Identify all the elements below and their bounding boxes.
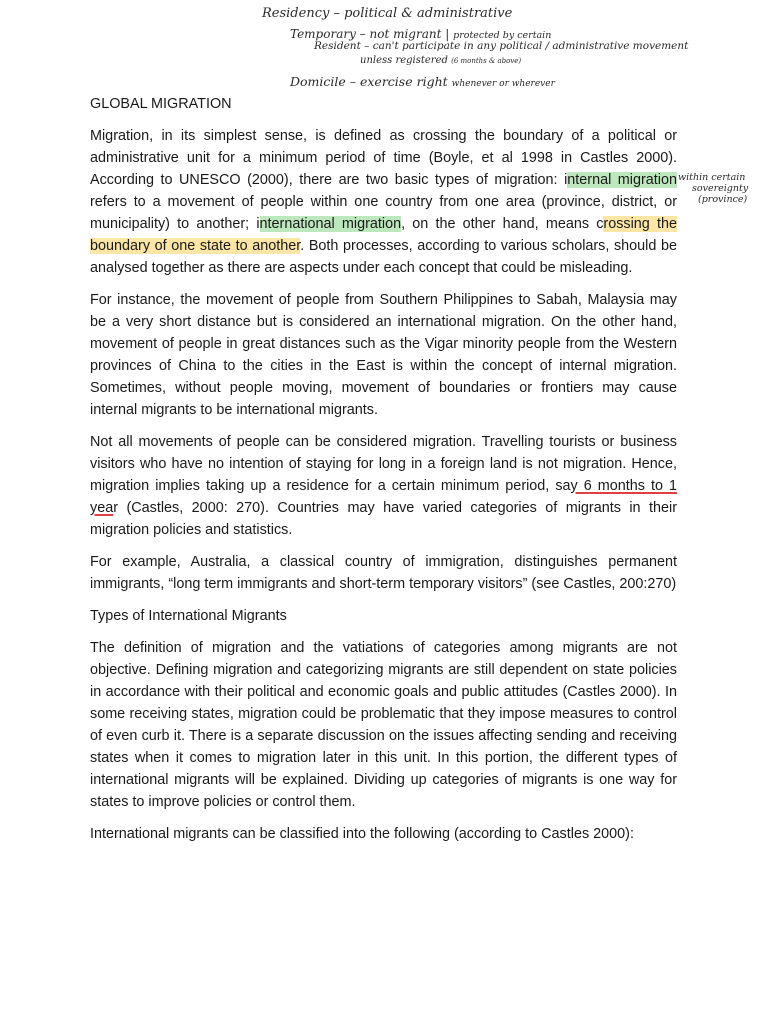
highlight-crossing-boundary: rossing the boundary of one state to another	[90, 216, 677, 254]
margin-note-line: sovereignty	[692, 183, 749, 194]
highlight-internal-migration: nternal migration	[567, 172, 677, 188]
text-run: r (Castles, 2000: 270). Countries may have varied categories of migrants in their migration policies and statistics.	[90, 500, 677, 538]
handwritten-note-domicile	[290, 74, 555, 89]
underline-six-months: y 6 months to 1 yea	[90, 478, 677, 516]
paragraph-not-all-movements	[90, 431, 677, 541]
handwritten-line: unless registered	[360, 55, 452, 66]
margin-note-line: within certain	[678, 172, 746, 183]
handwritten-note-registered	[360, 55, 521, 66]
margin-note	[678, 172, 748, 205]
handwritten-line: whenever or wherever	[451, 79, 555, 89]
handwritten-note-temporary	[290, 27, 551, 41]
paragraph-definition-variations: The definition of migration and the vatiations of categories among migrants are not objective. Defining migration and categorizing migrants are still dependent on state policies in accordance with their political and economic goals and public attitudes (Castles 2000). In some receiving states, migration could be problematic that they impose measures to control of even curb it. There is a separate discussion on the issues affecting sending and receiving states when it comes to migration later in this unit. In this portion, the different types of international migrants will be explained. Dividing up categories of migrants is one way for states to improve policies or control them.	[90, 640, 677, 810]
section-subheading: Types of International Migrants	[90, 608, 287, 624]
handwritten-note-residency	[262, 6, 512, 21]
text-run: Not all movements of people can be considered migration. Travelling tourists or business visitors who have no intention of staying for long in a foreign land is not migration. Hence, migration implies taking up a residence for a certain minimum period, sa	[90, 434, 677, 494]
paragraph-instance: For instance, the movement of people from Southern Philippines to Sabah, Malaysia may be a very short distance but is considered an international migration. On the other hand, movement of people in great distances such as the Vigar minority people from the Western provinces of China to the cities in the East is within the concept of internal migration. Sometimes, without people moving, movement of boundaries or frontiers may cause internal migrants to be international migrants.	[90, 292, 677, 418]
handwritten-line: (6 months & above)	[451, 57, 522, 65]
handwritten-line: Domicile – exercise right	[290, 74, 452, 89]
handwritten-line: Temporary – not migrant |	[290, 27, 454, 41]
paragraph-australia-example: For example, Australia, a classical country of immigration, distinguishes permanent immigrants, “long term immigrants and short-term temporary visitors” (see Castles, 200:270)	[90, 554, 677, 592]
paragraph-classification-intro: International migrants can be classified into the following (according to Castles 2000):	[90, 826, 634, 842]
handwritten-line: Residency – political & administrative	[262, 6, 513, 21]
margin-note-line: (province)	[698, 194, 748, 205]
handwritten-line: protected by certain	[453, 30, 552, 41]
handwritten-note-resident	[314, 40, 688, 52]
handwritten-line: Resident – can't participate in any political / administrative movement	[314, 40, 689, 52]
text-run: refers to a movement of people within one country from one area (province, district, or municipality) to another; i	[90, 194, 677, 232]
page-title: GLOBAL MIGRATION	[90, 96, 232, 112]
text-run: . Both processes, according to various scholars, should be analysed together as there are aspects under each concept that could be misleading.	[90, 238, 677, 276]
document-body	[90, 93, 677, 855]
paragraph-definition	[90, 125, 677, 279]
text-run: Migration, in its simplest sense, is defined as crossing the boundary of a political or administrative unit for a minimum period of time (Boyle, et al 1998 in Castles 2000). According to UNESCO (2000), there are two basic types of migration: i	[90, 128, 677, 188]
highlight-international-migration: nternational migration	[259, 216, 402, 232]
text-run: , on the other hand, means c	[401, 216, 604, 232]
